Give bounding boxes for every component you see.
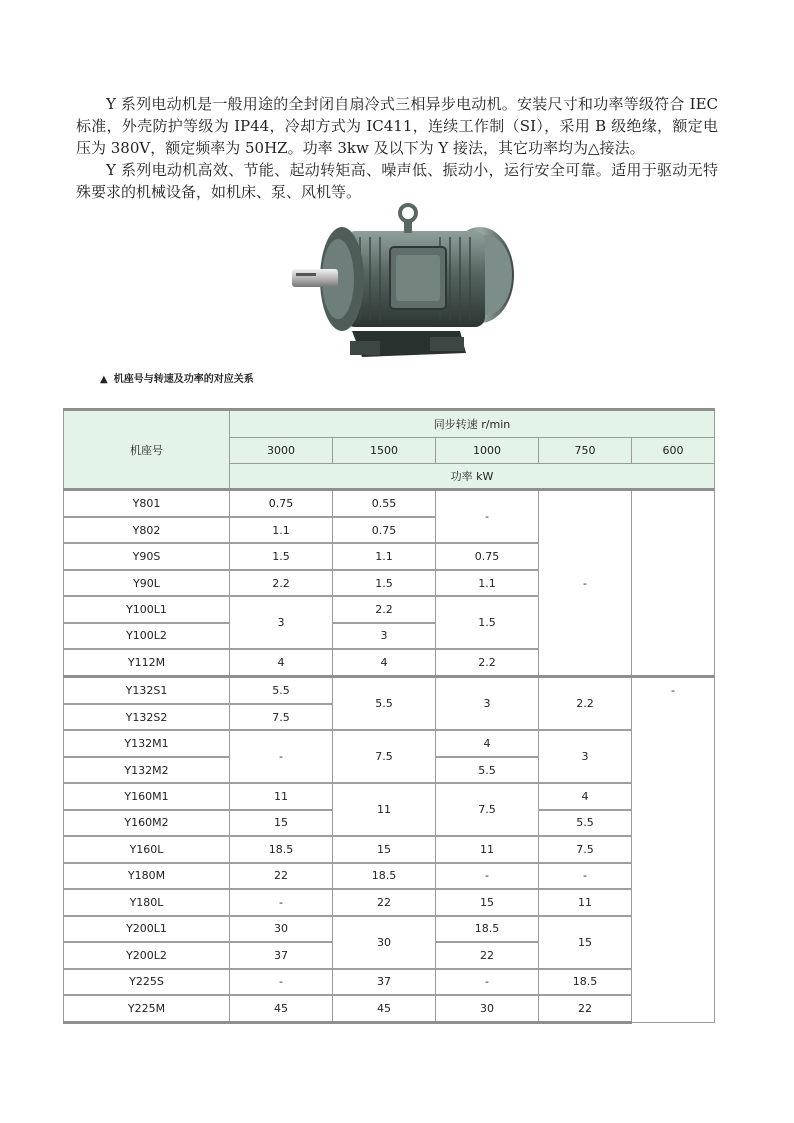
power-cell: 4	[230, 649, 333, 676]
speed-750-header: 750	[539, 438, 632, 464]
power-cell: 18.5	[333, 863, 436, 889]
power-cell: 30	[436, 995, 539, 1022]
power-cell: 1.5	[230, 543, 333, 569]
power-cell: 7.5	[436, 783, 539, 836]
power-cell: 3	[436, 677, 539, 731]
frame-cell: Y100L2	[64, 623, 230, 649]
power-cell: 2.2	[333, 596, 436, 622]
power-cell: -	[539, 490, 632, 677]
power-cell: 2.2	[230, 570, 333, 596]
table-row	[64, 490, 715, 517]
caption-text: 机座号与转速及功率的对应关系	[113, 374, 254, 385]
power-cell: 1.1	[436, 570, 539, 596]
power-cell: 5.5	[539, 810, 632, 836]
power-cell: 5.5	[230, 677, 333, 704]
frame-cell: Y225S	[64, 969, 230, 995]
power-cell	[632, 490, 715, 677]
power-cell: 2.2	[436, 649, 539, 676]
power-cell: 7.5	[539, 836, 632, 862]
table-row	[64, 730, 715, 756]
power-cell: 4	[333, 649, 436, 676]
power-cell: 15	[333, 836, 436, 862]
triangle-icon: ▲	[100, 374, 108, 385]
power-cell: -	[632, 677, 715, 1023]
power-cell: 2.2	[539, 677, 632, 731]
frame-cell: Y160M1	[64, 783, 230, 809]
power-cell: 18.5	[230, 836, 333, 862]
table-row	[64, 783, 715, 809]
table-row	[64, 863, 715, 889]
frame-speed-power-table	[63, 408, 715, 1024]
table-row	[64, 916, 715, 942]
power-cell: 11	[230, 783, 333, 809]
power-cell: -	[539, 863, 632, 889]
frame-cell: Y90L	[64, 570, 230, 596]
sync-speed-header: 同步转速 r/min	[230, 410, 715, 438]
frame-cell: Y132M1	[64, 730, 230, 756]
power-cell: 11	[333, 783, 436, 836]
power-cell: 0.75	[230, 490, 333, 517]
power-cell: 3	[230, 596, 333, 649]
table-row	[64, 677, 715, 704]
frame-cell: Y801	[64, 490, 230, 517]
table-row	[64, 889, 715, 915]
speed-1000-header: 1000	[436, 438, 539, 464]
power-cell: 5.5	[436, 757, 539, 783]
power-cell: 3	[539, 730, 632, 783]
power-cell: 30	[333, 916, 436, 969]
power-cell: 1.1	[230, 517, 333, 543]
power-cell: -	[436, 969, 539, 995]
intro-text	[76, 93, 718, 203]
power-cell: 0.75	[333, 517, 436, 543]
power-cell: 37	[230, 942, 333, 968]
power-cell: 1.5	[333, 570, 436, 596]
frame-cell: Y180M	[64, 863, 230, 889]
power-cell: 22	[230, 863, 333, 889]
intro-paragraph-1: Y 系列电动机是一般用途的全封闭自扇冷式三相异步电动机。安装尺寸和功率等级符合 IEC 标准，外壳防护等级为 IP44，冷却方式为 IC411，连续工作制（SI），采用 B 级绝缘，额定电压为 380V，额定频率为 50HZ。功率 3kw 及以下为 Y 接法，其它功率均为△接法。	[76, 95, 718, 157]
power-cell: 15	[539, 916, 632, 969]
frame-cell: Y90S	[64, 543, 230, 569]
frame-cell: Y132S2	[64, 704, 230, 730]
power-cell: -	[230, 889, 333, 915]
power-cell: 15	[230, 810, 333, 836]
power-unit-header: 功率 kW	[230, 464, 715, 490]
table-row	[64, 836, 715, 862]
frame-cell: Y225M	[64, 995, 230, 1022]
power-cell: 37	[333, 969, 436, 995]
frame-cell: Y160L	[64, 836, 230, 862]
speed-1500-header: 1500	[333, 438, 436, 464]
frame-cell: Y132S1	[64, 677, 230, 704]
speed-3000-header: 3000	[230, 438, 333, 464]
frame-cell: Y100L1	[64, 596, 230, 622]
frame-number-header: 机座号	[64, 410, 230, 490]
power-cell: 22	[436, 942, 539, 968]
power-cell: 7.5	[333, 730, 436, 783]
power-cell: 3	[333, 623, 436, 649]
motor-photo	[290, 203, 518, 365]
power-cell: -	[230, 969, 333, 995]
power-cell: 22	[333, 889, 436, 915]
power-cell: 45	[333, 995, 436, 1022]
table-row	[64, 969, 715, 995]
power-cell: 4	[436, 730, 539, 756]
power-cell: 11	[539, 889, 632, 915]
frame-cell: Y112M	[64, 649, 230, 676]
power-cell: 0.55	[333, 490, 436, 517]
power-cell: 15	[436, 889, 539, 915]
power-cell: 18.5	[539, 969, 632, 995]
power-cell: -	[436, 490, 539, 544]
table-caption	[100, 370, 254, 385]
power-cell: 18.5	[436, 916, 539, 942]
power-cell: 5.5	[333, 677, 436, 731]
frame-cell: Y132M2	[64, 757, 230, 783]
power-cell: -	[230, 730, 333, 783]
power-cell: 7.5	[230, 704, 333, 730]
speed-600-header: 600	[632, 438, 715, 464]
power-cell: 0.75	[436, 543, 539, 569]
power-cell: 22	[539, 995, 632, 1022]
power-cell: -	[436, 863, 539, 889]
power-cell: 11	[436, 836, 539, 862]
frame-cell: Y802	[64, 517, 230, 543]
power-cell: 4	[539, 783, 632, 809]
power-cell: 45	[230, 995, 333, 1022]
power-cell: 1.5	[436, 596, 539, 649]
frame-cell: Y160M2	[64, 810, 230, 836]
intro-paragraph-2: Y 系列电动机高效、节能、起动转矩高、噪声低、振动小，运行安全可靠。适用于驱动无特殊要求的机械设备，如机床、泵、风机等。	[76, 161, 718, 201]
frame-cell: Y200L1	[64, 916, 230, 942]
frame-cell: Y200L2	[64, 942, 230, 968]
power-cell: 30	[230, 916, 333, 942]
table-row	[64, 995, 715, 1022]
frame-cell: Y180L	[64, 889, 230, 915]
power-cell: 1.1	[333, 543, 436, 569]
